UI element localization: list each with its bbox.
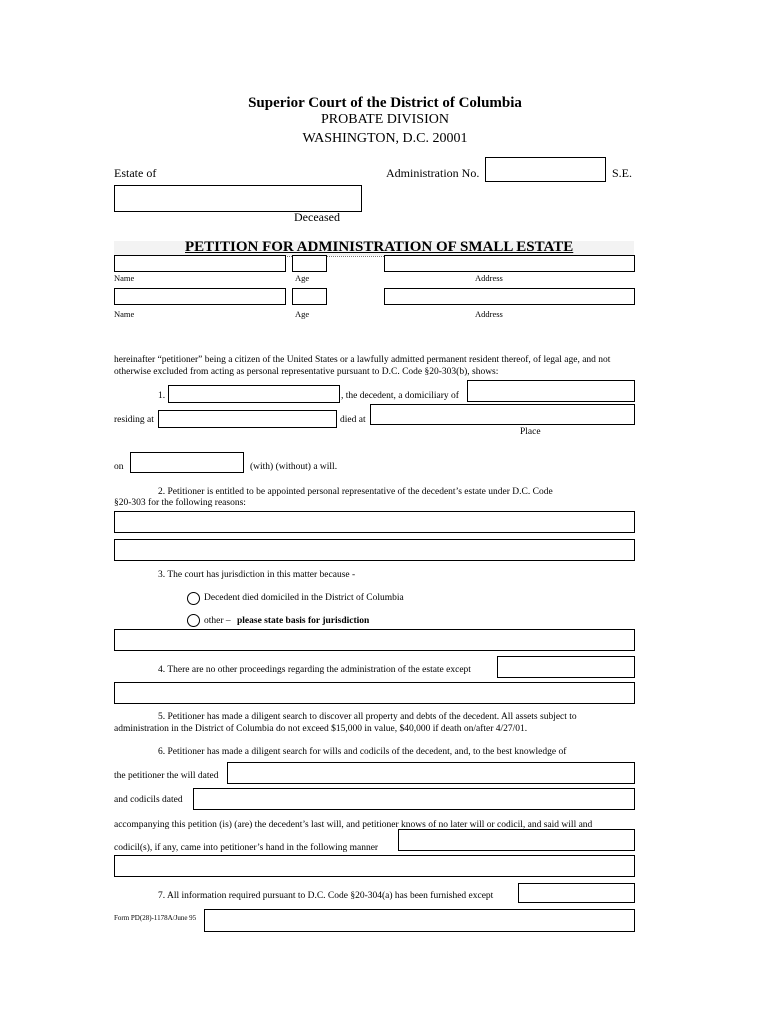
other-proceedings-field[interactable]	[497, 656, 635, 678]
domiciled-dc-label: Decedent died domiciled in the District of Columbia	[204, 593, 404, 603]
petitioner-1-age-label: Age	[295, 273, 310, 283]
codicils-date-field[interactable]	[193, 788, 635, 810]
died-at-label: died at	[340, 415, 366, 425]
item-5-line-2: administration in the District of Columbia do not exceed $15,000 in value, $40,000 if death on/after 4/27/01.	[114, 724, 528, 734]
administration-number-field[interactable]	[485, 157, 606, 182]
domiciled-dc-radio[interactable]	[187, 592, 200, 605]
other-jurisdiction-bold: please state basis for jurisdiction	[237, 616, 370, 626]
item-1-number: 1.	[158, 391, 166, 401]
administration-no-label: Administration No.	[386, 166, 480, 180]
estate-of-label: Estate of	[114, 166, 157, 180]
information-exception-field[interactable]	[518, 883, 635, 903]
division-title: PROBATE DIVISION	[321, 112, 449, 127]
jurisdiction-basis-field[interactable]	[114, 629, 635, 651]
will-date-field[interactable]	[227, 762, 635, 784]
residing-at-label: residing at	[114, 415, 154, 425]
petitioner-2-age-label: Age	[295, 309, 310, 319]
appointment-reason-field-1[interactable]	[114, 511, 635, 533]
intro-line-2: otherwise excluded from acting as personal representative pursuant to D.C. Code §20-303(b), shows:	[114, 367, 499, 377]
manner-field[interactable]	[398, 829, 635, 851]
deceased-label: Deceased	[294, 210, 340, 224]
will-dated-label: the petitioner the will dated	[114, 771, 219, 781]
other-jurisdiction-radio[interactable]	[187, 614, 200, 627]
other-jurisdiction-prefix: other –	[204, 616, 231, 626]
item-4-text: 4. There are no other proceedings regarding the administration of the estate except	[158, 665, 471, 675]
form-id: Form PD(28)-1178A/June 95	[114, 914, 197, 922]
on-label: on	[114, 462, 124, 472]
item-6-line-1: 6. Petitioner has made a diligent search for wills and codicils of the decedent, and, to the best knowledge of	[158, 747, 567, 757]
decedent-domiciliary-text: , the decedent, a domiciliary of	[341, 391, 459, 401]
estate-name-field[interactable]	[114, 185, 362, 212]
petitioner-1-name-field[interactable]	[114, 255, 286, 272]
court-title: Superior Court of the District of Columbia	[248, 95, 522, 111]
other-proceedings-details-field[interactable]	[114, 682, 635, 704]
accompanying-text: accompanying this petition (is) (are) the decedent’s last will, and petitioner knows of no later will or codicil, and said will and	[114, 820, 593, 830]
will-status-text: (with) (without) a will.	[250, 462, 338, 472]
residing-address-field[interactable]	[158, 410, 337, 428]
item-3-text: 3. The court has jurisdiction in this matter because -	[158, 570, 356, 580]
item-7-text: 7. All information required pursuant to D.C. Code §20-304(a) has been furnished except	[158, 891, 494, 901]
petitioner-1-age-field[interactable]	[292, 255, 327, 272]
place-label: Place	[520, 427, 541, 437]
petitioner-2-address-label: Address	[475, 309, 503, 319]
codicils-hand-text: codicil(s), if any, came into petitioner’s hand in the following manner	[114, 843, 379, 853]
city-title: WASHINGTON, D.C. 20001	[302, 131, 468, 146]
information-exception-details-field[interactable]	[204, 909, 635, 932]
manner-details-field[interactable]	[114, 855, 635, 877]
petitioner-2-age-field[interactable]	[292, 288, 327, 305]
petitioner-2-name-field[interactable]	[114, 288, 286, 305]
se-label: S.E.	[612, 166, 633, 180]
item-5-line-1: 5. Petitioner has made a diligent search to discover all property and debts of the decedent. All assets subject to	[158, 712, 577, 722]
codicils-dated-label: and codicils dated	[114, 795, 183, 805]
petitioner-1-name-label: Name	[114, 273, 135, 283]
death-place-field[interactable]	[370, 404, 635, 425]
item-2-line-1: 2. Petitioner is entitled to be appointed personal representative of the decedent’s estate under D.C. Code	[158, 487, 553, 497]
petitioner-1-address-label: Address	[475, 273, 503, 283]
petition-title: PETITION FOR ADMINISTRATION OF SMALL ESTATE	[185, 239, 574, 255]
decedent-name-field[interactable]	[168, 385, 340, 403]
item-2-line-2: §20-303 for the following reasons:	[114, 498, 246, 508]
domicile-field[interactable]	[467, 380, 635, 402]
petitioner-2-address-field[interactable]	[384, 288, 635, 305]
petitioner-1-address-field[interactable]	[384, 255, 635, 272]
death-date-field[interactable]	[130, 452, 244, 473]
petitioner-2-name-label: Name	[114, 309, 135, 319]
intro-line-1: hereinafter “petitioner” being a citizen of the United States or a lawfully admitted permanent resident thereof, of legal age, and not	[114, 355, 611, 365]
appointment-reason-field-2[interactable]	[114, 539, 635, 561]
